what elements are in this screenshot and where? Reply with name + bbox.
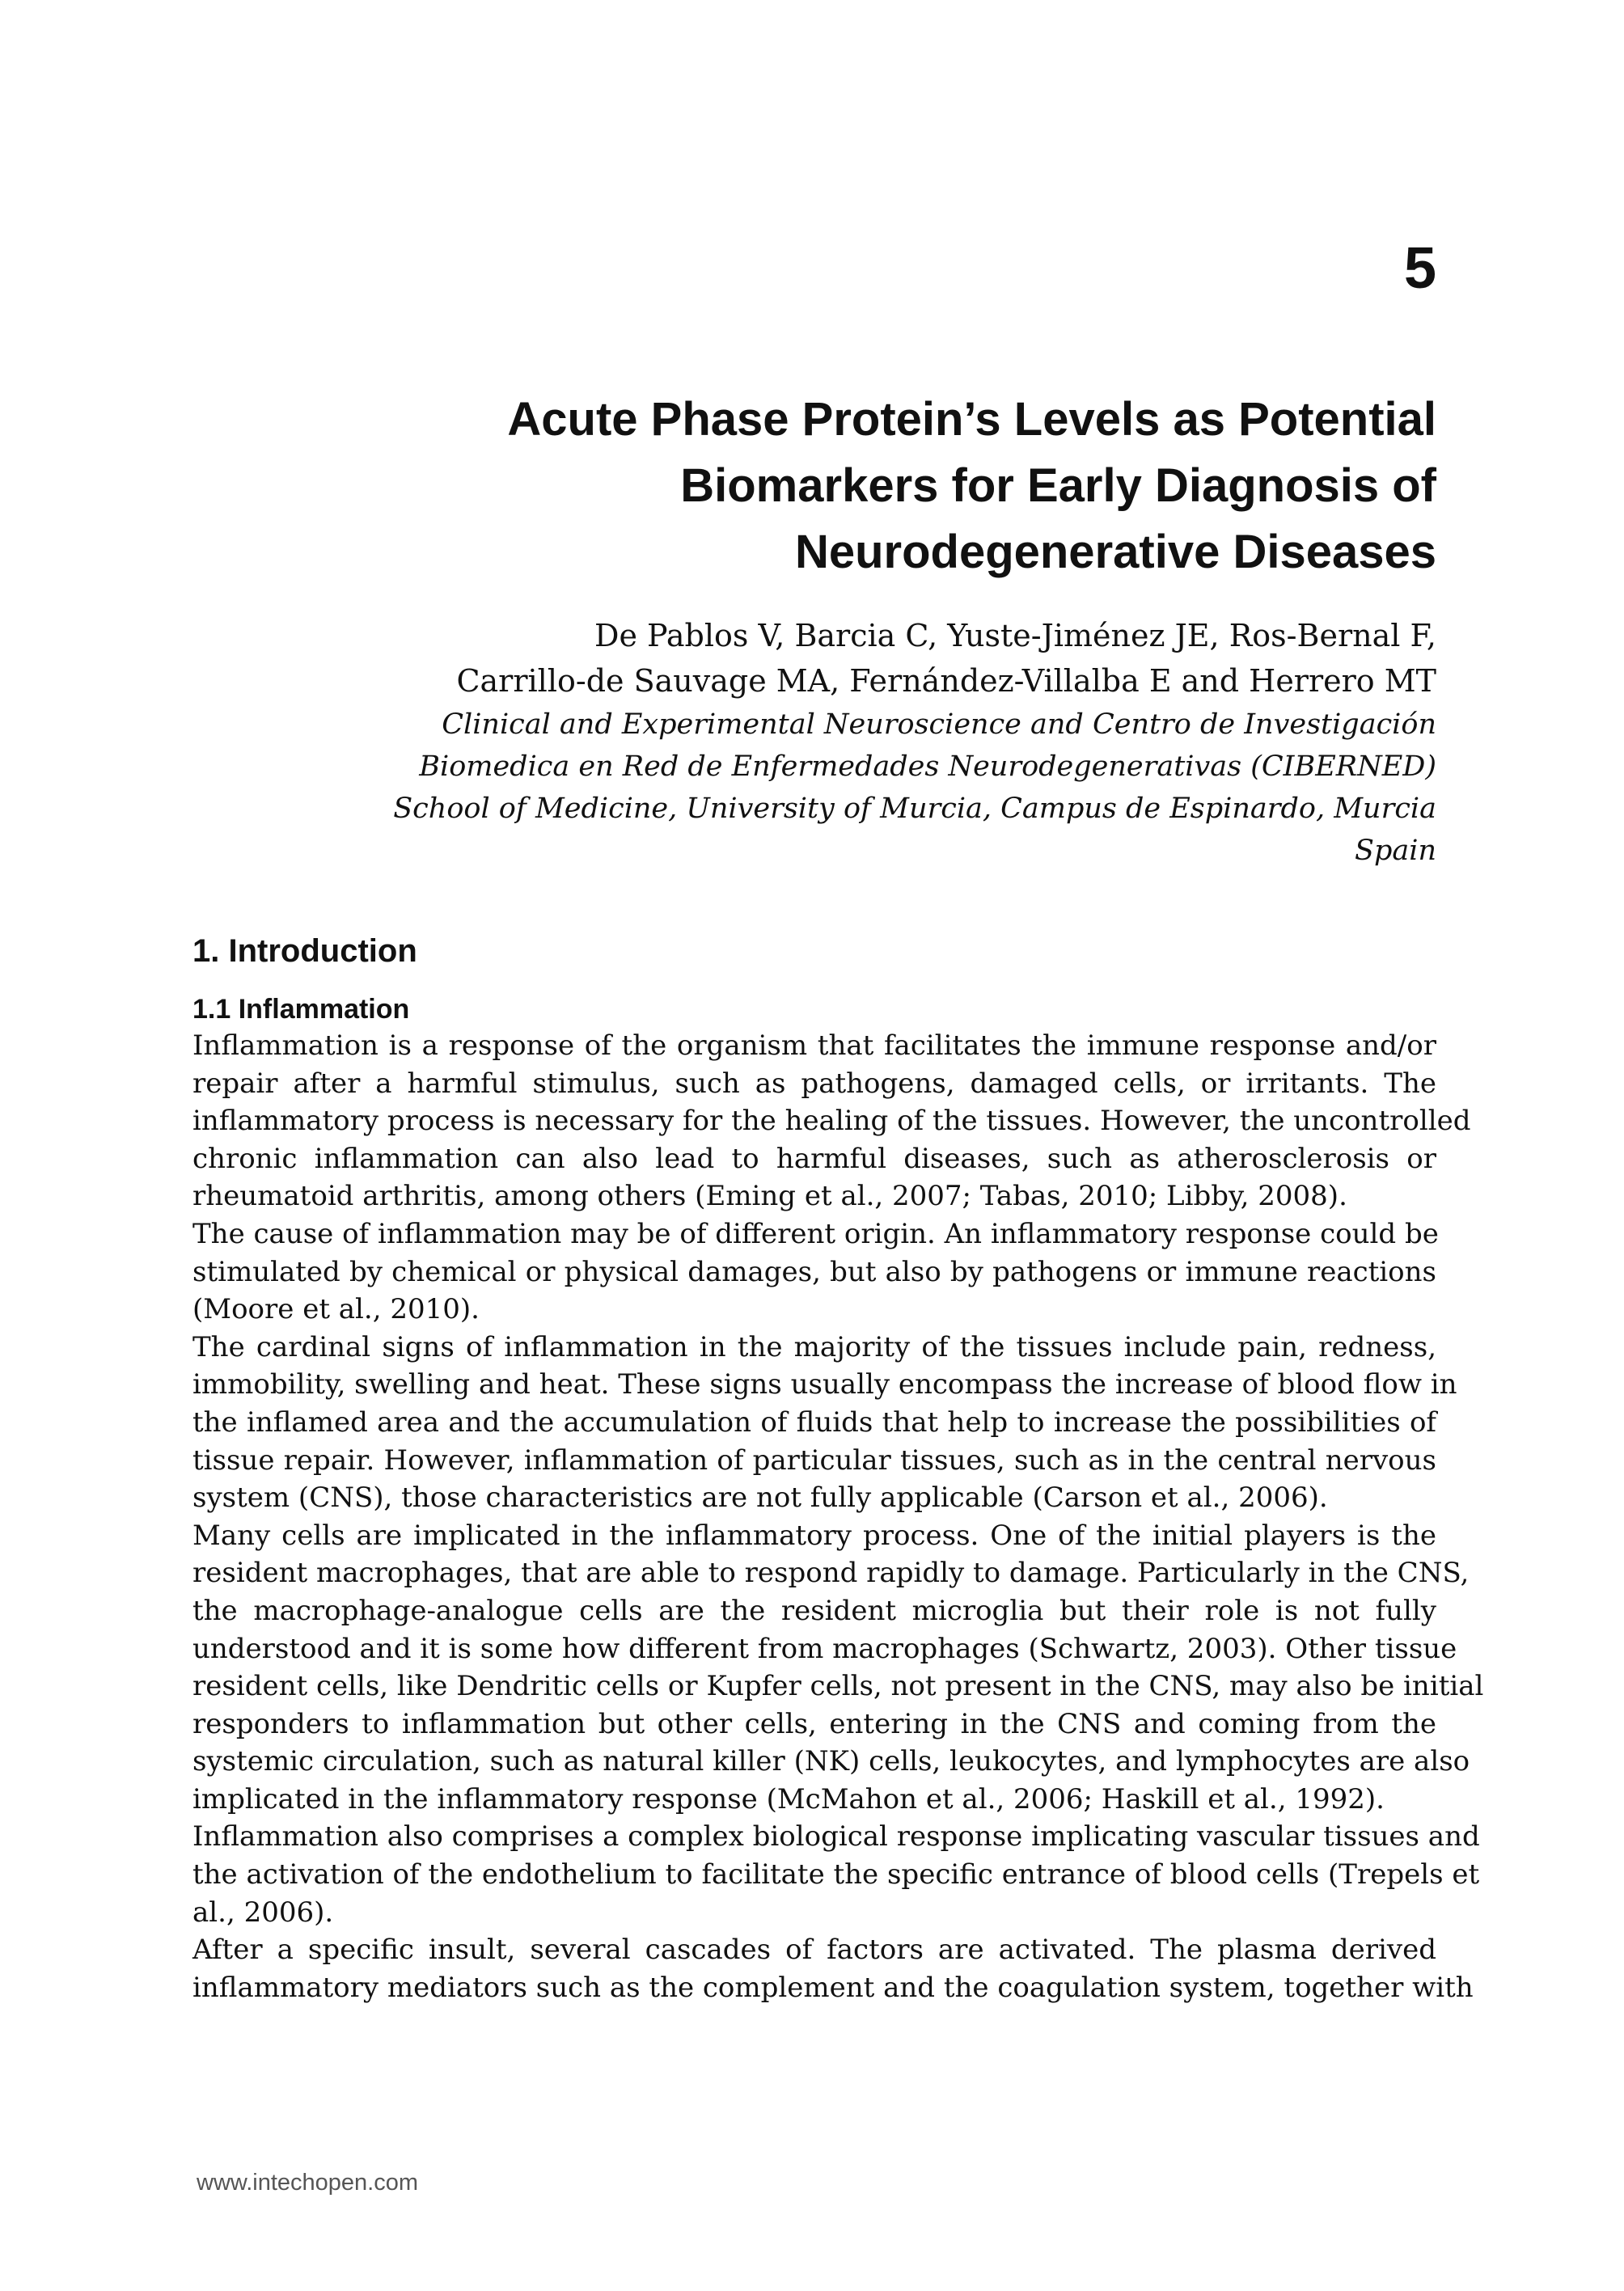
chapter-title (304, 387, 1436, 585)
body-line: (Moore et al., 2010). (192, 1293, 480, 1326)
body-line: responders to inflammation but other cells, entering in the CNS and coming from the (192, 1707, 1436, 1740)
body-line: the inflamed area and the accumulation of fluids that help to increase the possibilities of (192, 1405, 1436, 1439)
body-line: Inflammation is a response of the organism that facilitates the immune response and/or (192, 1029, 1436, 1062)
body-line: The cause of inflammation may be of different origin. An inflammatory response could be (192, 1217, 1439, 1250)
chapter-title-line: Acute Phase Protein’s Levels as Potential (507, 393, 1436, 446)
chapter-title-line: Biomarkers for Early Diagnosis of (680, 459, 1436, 512)
chapter-number: 5 (1403, 236, 1436, 301)
affiliation-line: School of Medicine, University of Murcia, Campus de Espinardo, Murcia (393, 793, 1436, 825)
body-line: inflammatory process is necessary for the healing of the tissues. However, the uncontrolled (192, 1105, 1471, 1138)
subsection-heading: 1.1 Inflammation (192, 994, 410, 1025)
footer-url[interactable]: www.intechopen.com (197, 2170, 419, 2196)
body-line: Many cells are implicated in the inflammatory process. One of the initial players is the (192, 1519, 1436, 1552)
body-line: stimulated by chemical or physical damages, but also by pathogens or immune reactions (192, 1255, 1436, 1288)
author-list (223, 613, 1436, 704)
affiliation-line: Clinical and Experimental Neuroscience and Centro de Investigación (442, 708, 1436, 741)
body-line: Inflammation also comprises a complex biological response implicating vascular tissues and (192, 1820, 1480, 1854)
affiliation-line: Spain (1355, 835, 1436, 867)
section-heading: 1. Introduction (192, 933, 417, 969)
body-text (192, 1027, 1484, 2006)
body-line: rheumatoid arthritis, among others (Eming et al., 2007; Tabas, 2010; Libby, 2008). (192, 1180, 1347, 1213)
body-line: immobility, swelling and heat. These signs usually encompass the increase of blood flow in (192, 1368, 1457, 1401)
body-line: the macrophage-analogue cells are the resident microglia but their role is not fully (192, 1594, 1436, 1627)
body-line: After a specific insult, several cascades of factors are activated. The plasma derived (192, 1934, 1436, 1967)
body-line: system (CNS), those characteristics are not fully applicable (Carson et al., 2006). (192, 1482, 1328, 1515)
body-line: chronic inflammation can also lead to harmful diseases, such as atherosclerosis or (192, 1142, 1436, 1175)
affiliation (223, 704, 1436, 872)
body-line: inflammatory mediators such as the complement and the coagulation system, together with (192, 1971, 1474, 2004)
body-line: resident cells, like Dendritic cells or Kupfer cells, not present in the CNS, may also be initial (192, 1670, 1484, 1703)
body-line: The cardinal signs of inflammation in the majority of the tissues include pain, redness, (192, 1330, 1436, 1363)
body-line: al., 2006). (192, 1896, 334, 1929)
chapter-title-line: Neurodegenerative Diseases (794, 526, 1436, 578)
body-line: understood and it is some how different from macrophages (Schwartz, 2003). Other tissue (192, 1632, 1457, 1665)
body-line: tissue repair. However, inflammation of particular tissues, such as in the central nervous (192, 1443, 1436, 1477)
body-line: systemic circulation, such as natural killer (NK) cells, leukocytes, and lymphocytes are also (192, 1745, 1470, 1778)
body-line: implicated in the inflammatory response (McMahon et al., 2006; Haskill et al., 1992). (192, 1782, 1385, 1815)
body-line: resident macrophages, that are able to respond rapidly to damage. Particularly in the CNS, (192, 1557, 1470, 1590)
author-line: De Pablos V, Barcia C, Yuste-Jiménez JE, Ros-Bernal F, (594, 618, 1436, 653)
body-line: repair after a harmful stimulus, such as pathogens, damaged cells, or irritants. The (192, 1067, 1436, 1100)
body-line: the activation of the endothelium to facilitate the specific entrance of blood cells (Trepels et (192, 1858, 1480, 1892)
affiliation-line: Biomedica en Red de Enfermedades Neurodegenerativas (CIBERNED) (419, 750, 1436, 783)
author-line: Carrillo-de Sauvage MA, Fernández-Villalba E and Herrero MT (456, 663, 1436, 699)
